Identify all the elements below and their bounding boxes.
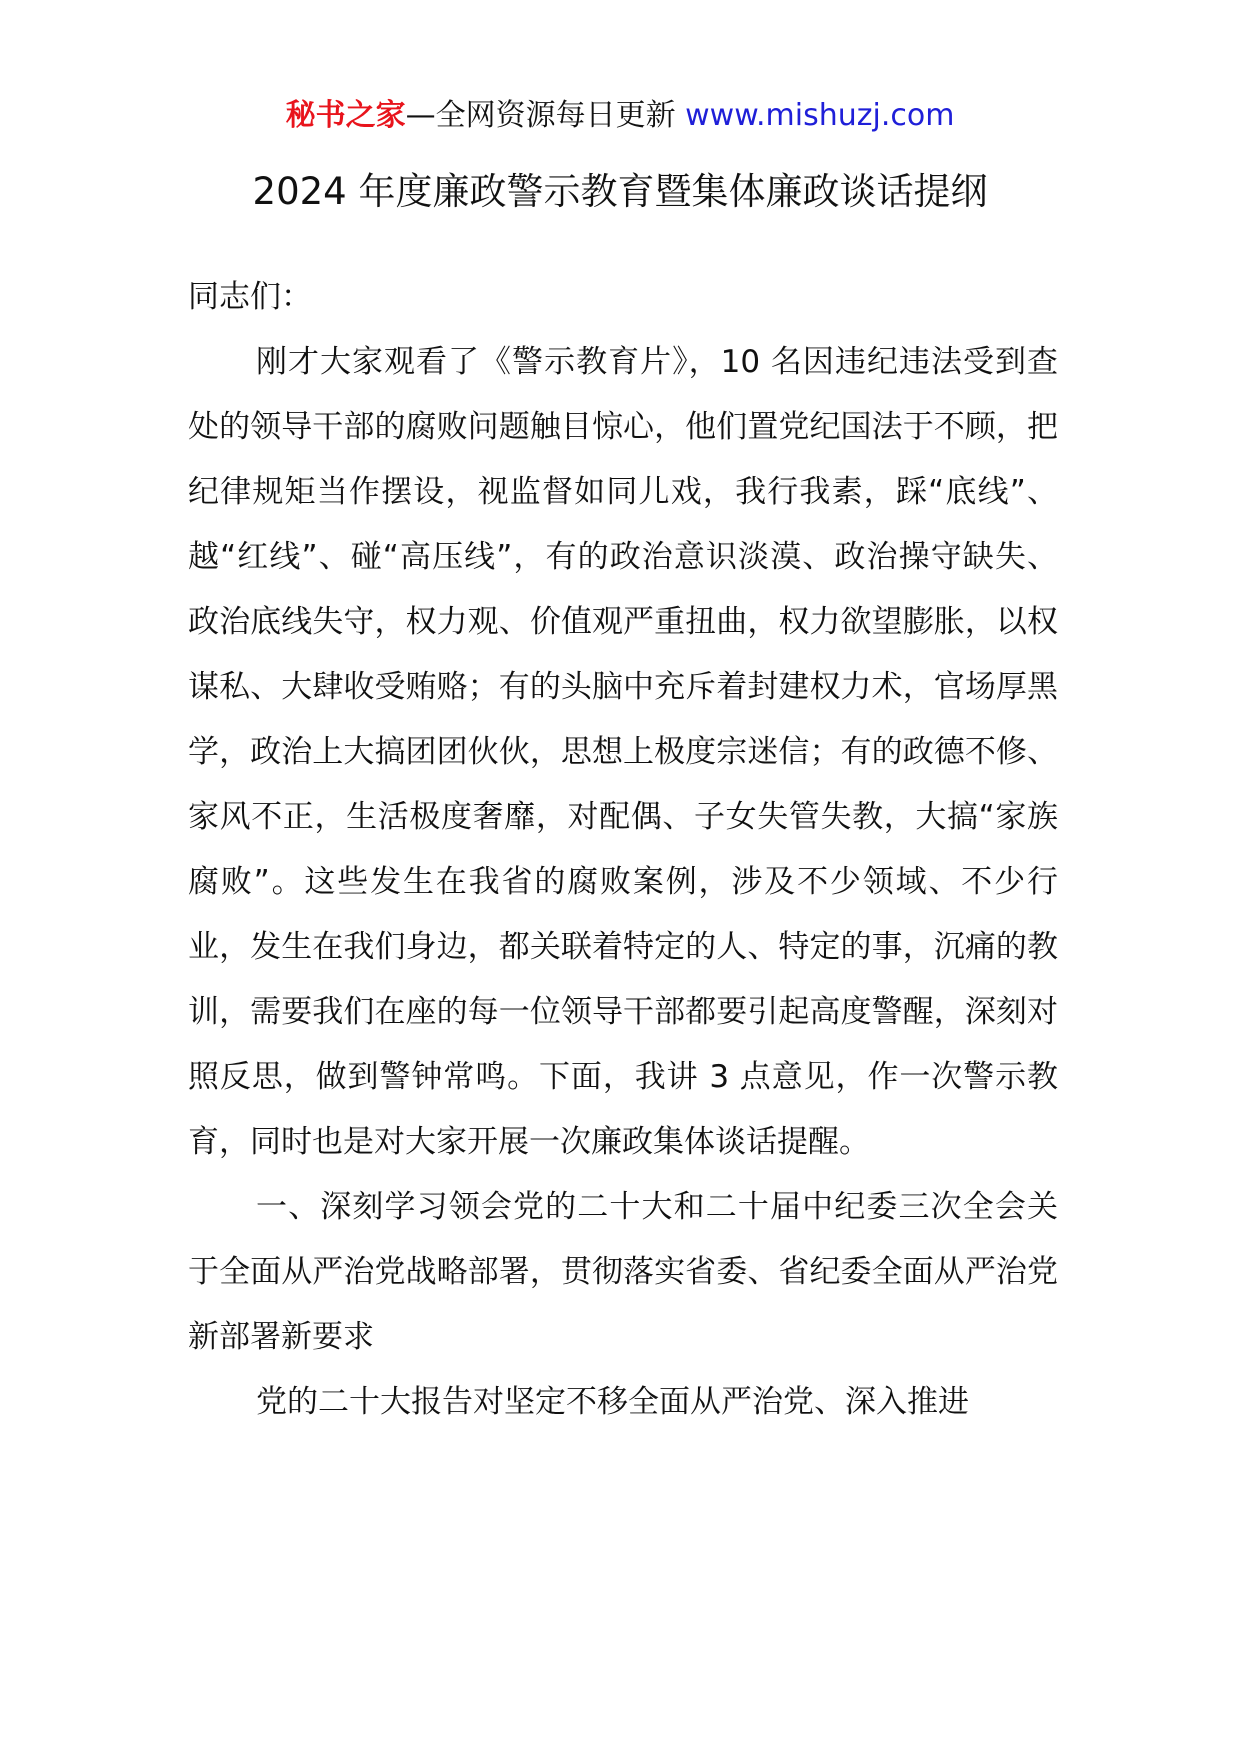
- section-heading: 一、深刻学习领会党的二十大和二十届中纪委三次全会关于全面从严治党战略部署，贯彻落实省委、省纪委全面从严治党新部署新要求: [188, 1189, 1058, 1355]
- paragraph: 刚才大家观看了《警示教育片》，10 名因违纪违法受到查处的领导干部的腐败问题触目惊心，他们置党纪国法于不顾，把纪律规矩当作摆设，视监督如同儿戏，我行我素，踩“底线”、越“红线”、碰“高压线”，有的政治意识淡漠、政治操守缺失、政治底线失守，权力观、价值观严重扭曲，权力欲望膨胀，以权谋私、大肆收受贿赂；有的头脑中充斥着封建权力术，官场厚黑学，政治上大搞团团伙伙，思想上极度宗迷信；有的政德不修、家风不正，生活极度奢靡，对配偶、子女失管失教，大搞“家族腐败”。这些发生在我省的腐败案例，涉及不少领域、不少行业，发生在我们身边，都关联着特定的人、特定的事，沉痛的教训，需要我们在座的每一位领导干部都要引起高度警醒，深刻对照反思，做到警钟常鸣。下面，我讲 3 点意见，作一次警示教育，同时也是对大家开展一次廉政集体谈话提醒。: [188, 344, 1058, 1160]
- site-header: [0, 96, 1240, 136]
- header-tagline: —全网资源每日更新: [405, 98, 686, 133]
- brand-name: 秘书之家: [285, 98, 406, 133]
- document-title: 2024 年度廉政警示教育暨集体廉政谈话提纲: [252, 170, 988, 213]
- document-body: [188, 265, 1058, 1435]
- paragraph: 党的二十大报告对坚定不移全面从严治党、深入推进: [256, 1384, 969, 1420]
- salutation: 同志们：: [188, 279, 312, 315]
- website-link[interactable]: www.mishuzj.com: [685, 98, 955, 133]
